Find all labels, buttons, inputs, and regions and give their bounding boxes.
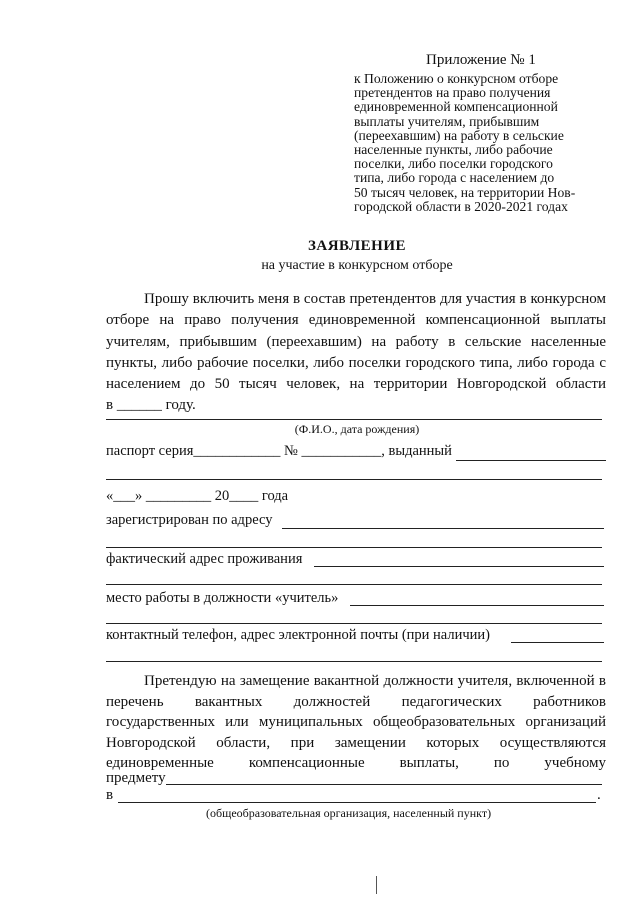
organization-line bbox=[118, 802, 596, 803]
date-field: «___» _________ 20____ года bbox=[106, 488, 289, 504]
subject-label: предмету bbox=[106, 770, 166, 786]
request-line: пункты, либо рабочие поселки, либо поселки городского типа, либо города с bbox=[106, 354, 606, 371]
request-line: отборе на право получения единовременной компенсационной выплаты bbox=[106, 312, 606, 329]
request-year-line: в ______ году. bbox=[106, 397, 196, 414]
registered-address-label: зарегистрирован по адресу bbox=[106, 512, 273, 528]
contacts-line bbox=[511, 642, 604, 643]
appendix-title: Приложение № 1 bbox=[426, 52, 536, 68]
passport-issuer-line bbox=[456, 460, 606, 461]
claim-line: государственных или муниципальных общеобразовательных организаций bbox=[106, 714, 606, 731]
appendix-line: претендентов на право получения bbox=[354, 85, 551, 101]
passport-continuation-line bbox=[106, 479, 602, 480]
request-line: населением до 50 тысяч человек, на территории Новгородской области bbox=[106, 376, 606, 393]
request-line: Прошу включить меня в состав претендентов для участия в конкурсном bbox=[144, 291, 606, 307]
appendix-description bbox=[354, 72, 575, 214]
workplace-line bbox=[350, 605, 604, 606]
contacts-line-2 bbox=[106, 661, 602, 662]
registered-address-line-2 bbox=[106, 547, 602, 548]
claim-line: перечень вакантных должностей педагогических работников bbox=[106, 693, 606, 710]
claim-paragraph bbox=[106, 671, 606, 774]
appendix-line: к Положению о конкурсном отборе bbox=[354, 71, 559, 86]
workplace-label: место работы в должности «учитель» bbox=[106, 590, 339, 606]
actual-address-line-2 bbox=[106, 584, 602, 585]
request-line: учителям, прибывшим (переехавшим) на работу в сельские населенные bbox=[106, 333, 606, 350]
request-paragraph bbox=[106, 289, 606, 417]
claim-line: единовременные компенсационные выплаты, по учебному bbox=[106, 755, 606, 772]
workplace-line-2 bbox=[106, 623, 602, 624]
registered-address-line bbox=[282, 528, 604, 529]
organization-prefix: в bbox=[106, 787, 114, 803]
claim-line: Новгородской области, при замещении которых осуществляются bbox=[106, 734, 606, 751]
appendix-line: (переехавшим) на работу в сельские bbox=[354, 127, 564, 143]
document-title: ЗАЯВЛЕНИЕ bbox=[307, 238, 407, 254]
appendix-line: городской области в 2020-2021 годах bbox=[354, 198, 568, 214]
appendix-line: типа, либо города с населением до bbox=[354, 170, 555, 186]
claim-line: Претендую на замещение вакантной должности учителя, включенной в bbox=[144, 673, 606, 689]
appendix-line: 50 тысяч человек, на территории Нов- bbox=[354, 184, 576, 200]
subject-line bbox=[166, 784, 602, 785]
appendix-line: единовременной компенсационной bbox=[354, 99, 558, 115]
fio-line bbox=[106, 419, 602, 420]
appendix-line: населенные пункты, либо рабочие bbox=[354, 142, 553, 158]
actual-address-label: фактический адрес проживания bbox=[106, 551, 303, 567]
document-subtitle: на участие в конкурсном отборе bbox=[261, 258, 453, 273]
organization-caption: (общеобразовательная организация, населенный пункт) bbox=[206, 806, 492, 820]
scan-mark bbox=[376, 876, 377, 894]
actual-address-line bbox=[314, 566, 604, 567]
contacts-label: контактный телефон, адрес электронной почты (при наличии) bbox=[106, 627, 491, 643]
appendix-line: выплаты учителям, прибывшим bbox=[354, 113, 540, 129]
organization-period: . bbox=[597, 787, 601, 803]
passport-label: паспорт серия____________ № ___________, выданный bbox=[106, 443, 452, 459]
fio-caption: (Ф.И.О., дата рождения) bbox=[294, 422, 420, 436]
appendix-line: поселки, либо поселки городского bbox=[354, 156, 553, 172]
